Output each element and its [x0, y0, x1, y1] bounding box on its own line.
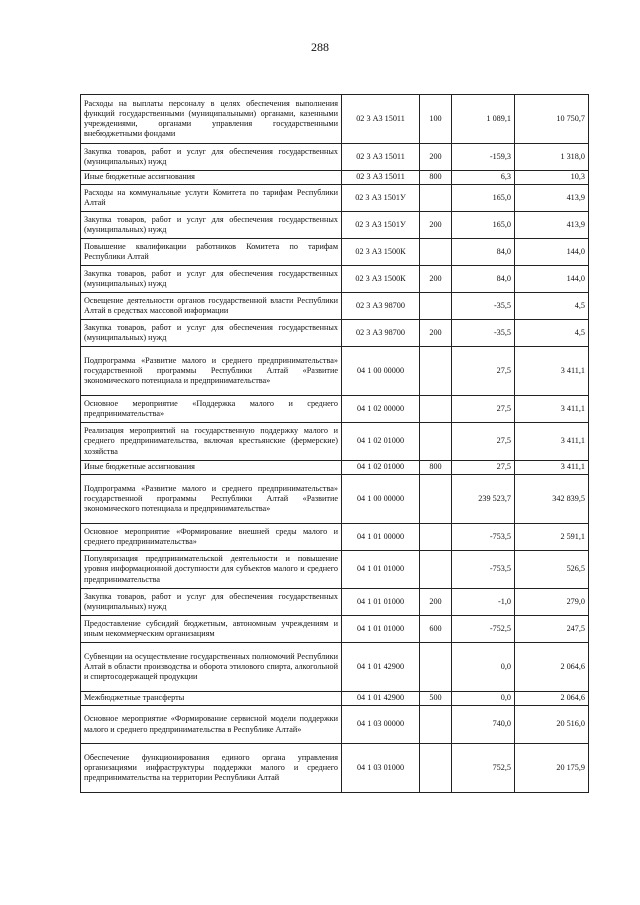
- row-total-amount-cell: 144,0: [515, 266, 589, 293]
- table-row: [81, 524, 589, 551]
- row-change-amount-cell: -753,5: [452, 551, 515, 589]
- row-change-amount-cell: 27,5: [452, 396, 515, 423]
- row-code-cell: 02 3 А3 98700: [342, 320, 420, 347]
- row-change-amount-cell: 165,0: [452, 185, 515, 212]
- row-total-amount-cell: 3 411,1: [515, 423, 589, 461]
- table-row: [81, 551, 589, 589]
- table-row: [81, 461, 589, 475]
- row-name-cell: Основное мероприятие «Формирование внешней среды малого и среднего предпринимательства»: [81, 524, 342, 551]
- row-expense-type-cell: 200: [420, 589, 452, 616]
- row-code-cell: 02 3 А3 1501У: [342, 185, 420, 212]
- row-change-amount-cell: 752,5: [452, 744, 515, 793]
- table-row: [81, 266, 589, 293]
- table-row: [81, 171, 589, 185]
- row-change-amount-cell: 84,0: [452, 266, 515, 293]
- row-name-cell: Субвенции на осуществление государственных полномочий Республики Алтай в области производства и оборота этилового спирта, алкогольной и спиртосодержащей продукции: [81, 643, 342, 692]
- row-code-cell: 02 3 А3 1500К: [342, 266, 420, 293]
- row-change-amount-cell: 239 523,7: [452, 475, 515, 524]
- table-row: [81, 423, 589, 461]
- row-name-cell: Закупка товаров, работ и услуг для обеспечения государственных (муниципальных) нужд: [81, 144, 342, 171]
- row-total-amount-cell: 2 064,6: [515, 643, 589, 692]
- table-row: [81, 212, 589, 239]
- row-code-cell: 04 1 02 00000: [342, 396, 420, 423]
- row-code-cell: 02 3 А3 1500К: [342, 239, 420, 266]
- row-code-cell: 04 1 01 01000: [342, 589, 420, 616]
- row-expense-type-cell: 800: [420, 461, 452, 475]
- row-code-cell: 04 1 02 01000: [342, 461, 420, 475]
- row-change-amount-cell: -752,5: [452, 616, 515, 643]
- row-total-amount-cell: 1 318,0: [515, 144, 589, 171]
- row-expense-type-cell: [420, 643, 452, 692]
- row-code-cell: 04 1 00 00000: [342, 347, 420, 396]
- row-name-cell: Основное мероприятие «Формирование сервисной модели поддержки малого и среднего предпринимательства в Республике Алтай»: [81, 706, 342, 744]
- row-name-cell: Закупка товаров, работ и услуг для обеспечения государственных (муниципальных) нужд: [81, 320, 342, 347]
- row-total-amount-cell: 20 175,9: [515, 744, 589, 793]
- row-total-amount-cell: 10 750,7: [515, 95, 589, 144]
- row-change-amount-cell: 27,5: [452, 423, 515, 461]
- row-code-cell: 02 3 А3 15011: [342, 95, 420, 144]
- row-total-amount-cell: 3 411,1: [515, 461, 589, 475]
- row-change-amount-cell: 740,0: [452, 706, 515, 744]
- budget-table: [80, 94, 589, 793]
- row-name-cell: Предоставление субсидий бюджетным, автономным учреждениям и иным некоммерческим организациям: [81, 616, 342, 643]
- row-name-cell: Повышение квалификации работников Комитета по тарифам Республики Алтай: [81, 239, 342, 266]
- row-total-amount-cell: 247,5: [515, 616, 589, 643]
- row-change-amount-cell: 165,0: [452, 212, 515, 239]
- row-change-amount-cell: -1,0: [452, 589, 515, 616]
- row-name-cell: Подпрограмма «Развитие малого и среднего предпринимательства» государственной программы Республики Алтай «Развитие экономического потенциала и предпринимательства»: [81, 347, 342, 396]
- table-row: [81, 239, 589, 266]
- row-expense-type-cell: [420, 423, 452, 461]
- table-row: [81, 643, 589, 692]
- table-row: [81, 744, 589, 793]
- row-change-amount-cell: -753,5: [452, 524, 515, 551]
- table-row: [81, 475, 589, 524]
- row-name-cell: Закупка товаров, работ и услуг для обеспечения государственных (муниципальных) нужд: [81, 212, 342, 239]
- row-name-cell: Основное мероприятие «Поддержка малого и среднего предпринимательства»: [81, 396, 342, 423]
- row-code-cell: 02 3 А3 98700: [342, 293, 420, 320]
- row-code-cell: 04 1 01 42900: [342, 643, 420, 692]
- row-change-amount-cell: 0,0: [452, 692, 515, 706]
- row-expense-type-cell: 200: [420, 144, 452, 171]
- row-total-amount-cell: 4,5: [515, 293, 589, 320]
- table-row: [81, 616, 589, 643]
- row-change-amount-cell: -159,3: [452, 144, 515, 171]
- row-expense-type-cell: [420, 524, 452, 551]
- row-expense-type-cell: 100: [420, 95, 452, 144]
- row-total-amount-cell: 279,0: [515, 589, 589, 616]
- row-expense-type-cell: 200: [420, 212, 452, 239]
- table-row: [81, 396, 589, 423]
- row-code-cell: 04 1 02 01000: [342, 423, 420, 461]
- row-code-cell: 02 3 А3 15011: [342, 144, 420, 171]
- row-name-cell: Иные бюджетные ассигнования: [81, 461, 342, 475]
- row-change-amount-cell: 84,0: [452, 239, 515, 266]
- row-code-cell: 04 1 01 42900: [342, 692, 420, 706]
- row-expense-type-cell: 200: [420, 266, 452, 293]
- row-code-cell: 04 1 01 01000: [342, 551, 420, 589]
- row-total-amount-cell: 144,0: [515, 239, 589, 266]
- row-total-amount-cell: 3 411,1: [515, 347, 589, 396]
- row-change-amount-cell: 27,5: [452, 347, 515, 396]
- table-row: [81, 95, 589, 144]
- row-name-cell: Подпрограмма «Развитие малого и среднего предпринимательства» государственной программы Республики Алтай «Развитие экономического потенциала и предпринимательства»: [81, 475, 342, 524]
- row-name-cell: Расходы на коммунальные услуги Комитета по тарифам Республики Алтай: [81, 185, 342, 212]
- row-name-cell: Обеспечение функционирования единого органа управления организациями инфраструктуры поддержки малого и среднего предпринимательства на территории Республики Алтай: [81, 744, 342, 793]
- row-expense-type-cell: 200: [420, 320, 452, 347]
- table-row: [81, 293, 589, 320]
- row-total-amount-cell: 413,9: [515, 212, 589, 239]
- row-expense-type-cell: [420, 396, 452, 423]
- row-expense-type-cell: [420, 475, 452, 524]
- row-code-cell: 02 3 А3 15011: [342, 171, 420, 185]
- row-expense-type-cell: [420, 744, 452, 793]
- row-expense-type-cell: [420, 706, 452, 744]
- table-row: [81, 706, 589, 744]
- row-expense-type-cell: 500: [420, 692, 452, 706]
- row-name-cell: Иные бюджетные ассигнования: [81, 171, 342, 185]
- row-code-cell: 04 1 01 01000: [342, 616, 420, 643]
- row-change-amount-cell: 27,5: [452, 461, 515, 475]
- row-code-cell: 04 1 01 00000: [342, 524, 420, 551]
- row-code-cell: 04 1 00 00000: [342, 475, 420, 524]
- row-total-amount-cell: 2 591,1: [515, 524, 589, 551]
- row-code-cell: 02 3 А3 1501У: [342, 212, 420, 239]
- row-total-amount-cell: 2 064,6: [515, 692, 589, 706]
- row-change-amount-cell: 6,3: [452, 171, 515, 185]
- row-name-cell: Расходы на выплаты персоналу в целях обеспечения выполнения функций государственными (муниципальными) органами, казенными учреждениями, органами управления государственными внебюджетными фондами: [81, 95, 342, 144]
- table-row: [81, 320, 589, 347]
- row-total-amount-cell: 342 839,5: [515, 475, 589, 524]
- table-row: [81, 144, 589, 171]
- table-row: [81, 347, 589, 396]
- row-change-amount-cell: 0,0: [452, 643, 515, 692]
- page-number: 288: [311, 40, 329, 54]
- row-name-cell: Популяризация предпринимательской деятельности и повышение уровня информационной доступности для субъектов малого и среднего предпринимательства: [81, 551, 342, 589]
- row-change-amount-cell: 1 089,1: [452, 95, 515, 144]
- table-row: [81, 692, 589, 706]
- budget-table-body: [81, 95, 589, 793]
- row-name-cell: Реализация мероприятий на государственную поддержку малого и среднего предпринимательства, включая крестьянские (фермерские) хозяйства: [81, 423, 342, 461]
- row-name-cell: Освещение деятельности органов государственной власти Республики Алтай в средствах массовой информации: [81, 293, 342, 320]
- row-total-amount-cell: 20 516,0: [515, 706, 589, 744]
- row-name-cell: Закупка товаров, работ и услуг для обеспечения государственных (муниципальных) нужд: [81, 589, 342, 616]
- row-total-amount-cell: 4,5: [515, 320, 589, 347]
- row-change-amount-cell: -35,5: [452, 293, 515, 320]
- row-code-cell: 04 1 03 00000: [342, 706, 420, 744]
- row-change-amount-cell: -35,5: [452, 320, 515, 347]
- row-total-amount-cell: 413,9: [515, 185, 589, 212]
- table-row: [81, 589, 589, 616]
- row-expense-type-cell: [420, 185, 452, 212]
- row-code-cell: 04 1 03 01000: [342, 744, 420, 793]
- row-total-amount-cell: 3 411,1: [515, 396, 589, 423]
- table-row: [81, 185, 589, 212]
- row-expense-type-cell: [420, 239, 452, 266]
- row-name-cell: Закупка товаров, работ и услуг для обеспечения государственных (муниципальных) нужд: [81, 266, 342, 293]
- row-expense-type-cell: 800: [420, 171, 452, 185]
- row-name-cell: Межбюджетные трансферты: [81, 692, 342, 706]
- row-total-amount-cell: 526,5: [515, 551, 589, 589]
- row-expense-type-cell: 600: [420, 616, 452, 643]
- row-expense-type-cell: [420, 551, 452, 589]
- row-expense-type-cell: [420, 347, 452, 396]
- row-expense-type-cell: [420, 293, 452, 320]
- row-total-amount-cell: 10,3: [515, 171, 589, 185]
